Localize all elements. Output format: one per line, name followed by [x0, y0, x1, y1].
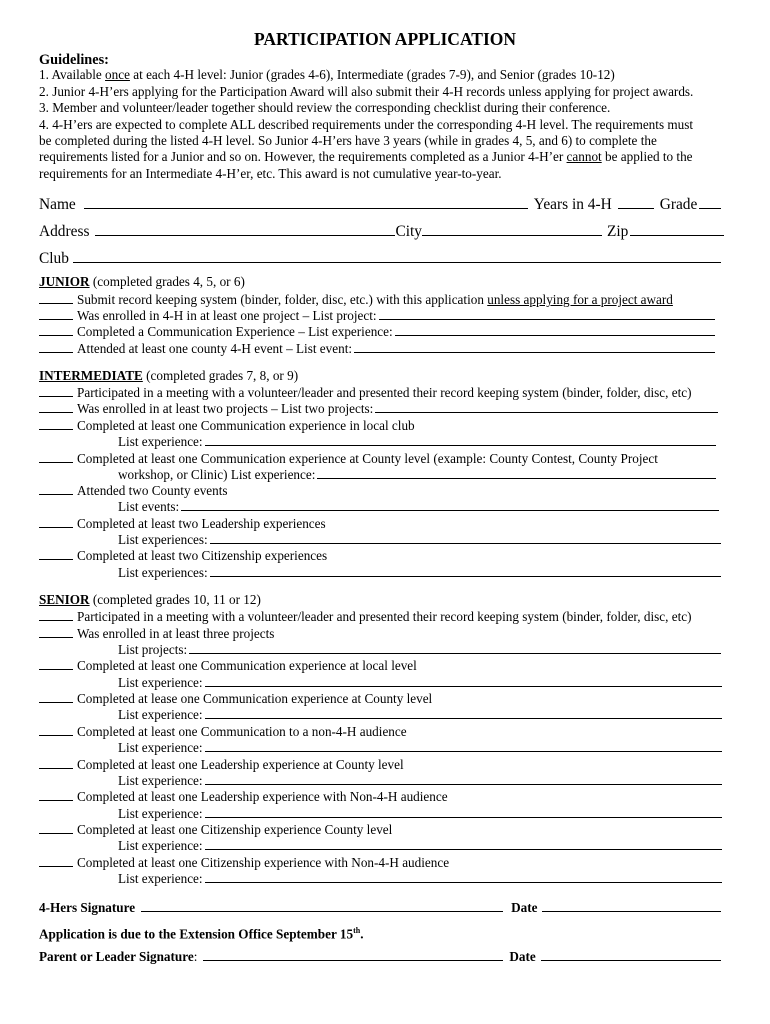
senior-check-4[interactable] — [39, 690, 73, 703]
junior-item-3-text: Completed a Communication Experience – List experience: — [77, 324, 393, 339]
senior-item-6-list — [118, 772, 722, 789]
guideline-1 — [39, 67, 615, 83]
guideline-2: 2. Junior 4-H’ers applying for the Participation Award will also submit their 4-H records unless applying for project awards. — [39, 84, 694, 99]
senior-item-7 — [39, 788, 448, 805]
junior-project-field[interactable] — [379, 307, 715, 320]
zip-field[interactable] — [630, 221, 724, 236]
senior-projects-field[interactable] — [189, 641, 721, 654]
intermediate-item-5-list — [118, 498, 719, 515]
intermediate-item-3 — [39, 417, 415, 434]
junior-heading: JUNIOR — [39, 274, 90, 289]
parent-signature-label: Parent or Leader Signature — [39, 949, 194, 964]
senior-item-9-list-label: List experience: — [118, 871, 203, 886]
intermediate-item-5-list-label: List events: — [118, 499, 180, 514]
signature-row — [39, 899, 721, 916]
senior-check-8[interactable] — [39, 821, 73, 834]
senior-item-5 — [39, 723, 407, 740]
parent-signature-field[interactable] — [203, 948, 503, 961]
intermediate-check-5[interactable] — [39, 482, 73, 495]
grade-field[interactable] — [699, 194, 721, 209]
senior-item-8-text: Completed at least one Citizenship experience County level — [77, 822, 393, 837]
intermediate-item-4-list-label: workshop, or Clinic) List experience: — [118, 467, 316, 482]
junior-check-2[interactable] — [39, 307, 73, 320]
junior-item-1 — [39, 291, 673, 308]
senior-item-6-text: Completed at least one Leadership experience at County level — [77, 757, 404, 772]
intermediate-item-2-text: Was enrolled in at least two projects – List two projects: — [77, 401, 374, 416]
intermediate-item-7 — [39, 547, 327, 564]
senior-item-8-list-label: List experience: — [118, 838, 203, 853]
senior-check-9[interactable] — [39, 854, 73, 867]
intermediate-item-3-list — [118, 433, 716, 450]
signature-label: 4-Hers Signature — [39, 900, 136, 915]
senior-item-9-text: Completed at least one Citizenship experience with Non-4-H audience — [77, 855, 450, 870]
guideline-4-line-2: be completed during the listed 4-H level. So Junior 4-H’ers have 3 years (while in grades 4, 5, and 6) to complete the — [39, 133, 657, 148]
junior-item-1-emphasis: unless applying for a project award — [487, 292, 673, 307]
intermediate-item-1 — [39, 384, 692, 401]
intermediate-item-7-list — [118, 564, 721, 581]
senior-item-4-text: Completed at lease one Communication experience at County level — [77, 691, 433, 706]
senior-county-citizenship-field[interactable] — [205, 837, 722, 850]
senior-county-communication-field[interactable] — [205, 706, 722, 719]
intermediate-item-3-text: Completed at least one Communication experience in local club — [77, 418, 415, 433]
due-notice-period: . — [360, 926, 364, 942]
signature-date-field[interactable] — [542, 899, 721, 912]
junior-item-2 — [39, 307, 715, 324]
junior-subheading: (completed grades 4, 5, or 6) — [89, 274, 245, 289]
club-label: Club — [39, 250, 69, 267]
senior-check-2[interactable] — [39, 625, 73, 638]
name-row — [39, 194, 721, 214]
intermediate-projects-field[interactable] — [375, 400, 718, 413]
junior-item-4 — [39, 340, 715, 357]
intermediate-check-2[interactable] — [39, 400, 73, 413]
senior-item-1-text: Participated in a meeting with a volunteer/leader and presented their record keeping system (binder, folder, disc, etc) — [77, 609, 692, 624]
senior-item-1 — [39, 608, 692, 625]
junior-check-3[interactable] — [39, 323, 73, 336]
parent-signature-colon: : — [193, 949, 198, 964]
intermediate-heading-row — [39, 368, 298, 384]
intermediate-leadership-field[interactable] — [210, 531, 721, 544]
senior-item-8 — [39, 821, 392, 838]
senior-item-5-text: Completed at least one Communication to a non-4-H audience — [77, 724, 407, 739]
guideline-4-text: requirements listed for a Junior and so on. However, the requirements completed as a Junior 4-H’er — [39, 149, 567, 164]
senior-item-3-text: Completed at least one Communication experience at local level — [77, 658, 417, 673]
guideline-1-text: 1. Available — [39, 67, 106, 82]
address-field[interactable] — [95, 221, 395, 236]
intermediate-check-3[interactable] — [39, 417, 73, 430]
guideline-1-rest: at each 4-H level: Junior (grades 4-6), Intermediate (grades 7-9), and Senior (grades 10-12) — [129, 67, 615, 82]
guideline-3: 3. Member and volunteer/leader together should review the corresponding checklist during their conference. — [39, 100, 611, 115]
due-notice — [39, 923, 363, 942]
junior-item-1-text: Submit record keeping system (binder, folder, disc, etc.) with this application — [77, 292, 488, 307]
senior-item-3-list — [118, 674, 722, 691]
address-row — [39, 221, 724, 241]
signature-date-label: Date — [511, 900, 538, 915]
intermediate-item-7-list-label: List experiences: — [118, 565, 208, 580]
senior-item-8-list — [118, 837, 722, 854]
page-title: PARTICIPATION APPLICATION — [253, 29, 517, 49]
intermediate-item-6-text: Completed at least two Leadership experiences — [77, 516, 326, 531]
senior-item-7-list-label: List experience: — [118, 806, 203, 821]
senior-item-2-list — [118, 641, 721, 658]
name-field[interactable] — [84, 194, 528, 209]
senior-item-5-list — [118, 739, 722, 756]
senior-item-2-list-label: List projects: — [118, 642, 188, 657]
senior-item-6 — [39, 756, 404, 773]
intermediate-item-1-text: Participated in a meeting with a volunteer/leader and presented their record keeping system (binder, folder, disc, etc) — [77, 385, 692, 400]
guideline-4-emphasis: cannot — [566, 149, 602, 164]
junior-experience-field[interactable] — [395, 323, 715, 336]
intermediate-check-4[interactable] — [39, 450, 73, 463]
junior-item-2-text: Was enrolled in 4-H in at least one project – List project: — [77, 308, 377, 323]
senior-item-2 — [39, 625, 274, 642]
intermediate-item-6 — [39, 515, 326, 532]
intermediate-check-7[interactable] — [39, 547, 73, 560]
senior-item-6-list-label: List experience: — [118, 773, 203, 788]
senior-item-4-list — [118, 706, 722, 723]
intermediate-item-4-text: Completed at least one Communication experience at County level (example: County Contest, County Project — [77, 451, 658, 466]
intermediate-events-field[interactable] — [181, 498, 719, 511]
senior-item-4 — [39, 690, 432, 707]
intermediate-local-experience-field[interactable] — [205, 433, 716, 446]
intermediate-item-6-list-label: List experiences: — [118, 532, 208, 547]
senior-non4h-communication-field[interactable] — [205, 739, 722, 752]
intermediate-heading: INTERMEDIATE — [39, 368, 143, 383]
senior-non4h-leadership-field[interactable] — [205, 805, 722, 818]
due-notice-suffix: th — [353, 926, 361, 935]
senior-check-1[interactable] — [39, 608, 73, 621]
junior-check-4[interactable] — [39, 340, 73, 353]
guideline-4-line-4: requirements for an Intermediate 4-H’er, etc. This award is not cumulative year-to-year. — [39, 166, 502, 181]
parent-date-label: Date — [509, 949, 536, 964]
parent-signature-row — [39, 948, 721, 965]
senior-item-4-list-label: List experience: — [118, 707, 203, 722]
club-row — [39, 248, 721, 268]
intermediate-item-4-list — [118, 466, 716, 483]
senior-check-7[interactable] — [39, 788, 73, 801]
senior-non4h-citizenship-field[interactable] — [205, 870, 722, 883]
name-label: Name — [39, 196, 76, 213]
address-label: Address — [39, 223, 90, 240]
intermediate-item-3-list-label: List experience: — [118, 434, 203, 449]
intermediate-check-1[interactable] — [39, 384, 73, 397]
intermediate-item-7-text: Completed at least two Citizenship experiences — [77, 548, 328, 563]
senior-heading: SENIOR — [39, 592, 90, 607]
guideline-4-line-3 — [39, 149, 693, 165]
senior-item-5-list-label: List experience: — [118, 740, 203, 755]
intermediate-citizenship-field[interactable] — [210, 564, 721, 577]
guideline-1-emphasis: once — [105, 67, 130, 82]
guideline-4-rest: be applied to the — [601, 149, 693, 164]
senior-item-3-list-label: List experience: — [118, 675, 203, 690]
guidelines-heading: Guidelines: — [39, 52, 109, 68]
junior-check-1[interactable] — [39, 291, 73, 304]
senior-heading-row — [39, 592, 261, 608]
senior-item-7-list — [118, 805, 722, 822]
senior-check-3[interactable] — [39, 657, 73, 670]
junior-item-3 — [39, 323, 715, 340]
parent-date-field[interactable] — [541, 948, 721, 961]
senior-item-7-text: Completed at least one Leadership experience with Non-4-H audience — [77, 789, 448, 804]
senior-subheading: (completed grades 10, 11 or 12) — [89, 592, 261, 607]
intermediate-item-2 — [39, 400, 718, 417]
intermediate-check-6[interactable] — [39, 515, 73, 528]
guideline-4-line-1: 4. 4-H’ers are expected to complete ALL described requirements under the corresponding 4-H level. The requirements must — [39, 117, 694, 132]
city-label: City — [395, 223, 422, 240]
signature-field[interactable] — [141, 899, 503, 912]
senior-item-2-text: Was enrolled in at least three projects — [77, 626, 275, 641]
senior-check-5[interactable] — [39, 723, 73, 736]
intermediate-item-6-list — [118, 531, 721, 548]
senior-local-communication-field[interactable] — [205, 674, 722, 687]
intermediate-item-5-text: Attended two County events — [77, 483, 228, 498]
city-field[interactable] — [422, 221, 602, 236]
intermediate-item-5 — [39, 482, 228, 499]
intermediate-item-4 — [39, 450, 658, 467]
senior-county-leadership-field[interactable] — [205, 772, 722, 785]
intermediate-county-experience-field[interactable] — [317, 466, 716, 479]
club-field[interactable] — [73, 248, 721, 263]
senior-item-3 — [39, 657, 417, 674]
due-notice-text: Application is due to the Extension Office September 15 — [39, 926, 354, 942]
senior-item-9 — [39, 854, 449, 871]
junior-event-field[interactable] — [354, 340, 715, 353]
junior-item-4-text: Attended at least one county 4-H event – List event: — [77, 341, 353, 356]
intermediate-subheading: (completed grades 7, 8, or 9) — [142, 368, 299, 383]
years-field[interactable] — [618, 194, 654, 209]
grade-label: Grade — [659, 196, 698, 213]
zip-label: Zip — [606, 223, 629, 240]
senior-check-6[interactable] — [39, 756, 73, 769]
years-label: Years in 4-H — [533, 196, 612, 213]
junior-heading-row — [39, 274, 245, 290]
senior-item-9-list — [118, 870, 722, 887]
